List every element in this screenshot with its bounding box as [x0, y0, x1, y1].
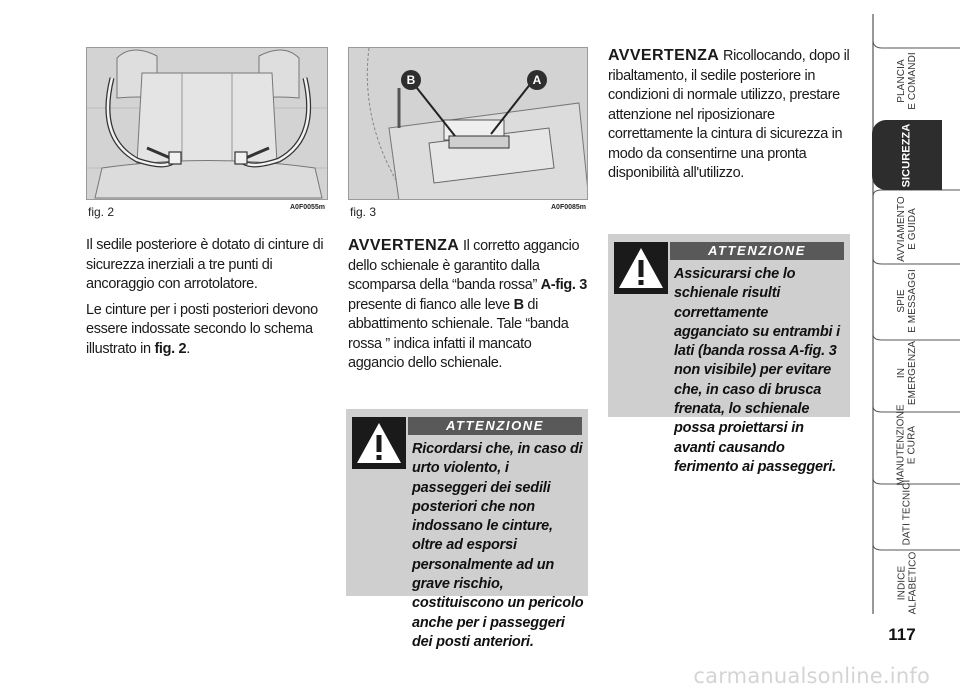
seatback-advisory [348, 236, 590, 380]
seat-belt-description: Il sedile posteriore è dotato di cinture di sicurezza inerziali a tre punti di ancoraggio con arrotolatore. [86, 237, 324, 292]
instructions-text: Le cinture per i posti posteriori devono essere indossate secondo lo schema illustrato in [86, 301, 318, 357]
tab-in-emergenza[interactable] [872, 340, 942, 406]
warning-box-passengers [346, 409, 588, 650]
tab-label: IN EMERGENZA [896, 340, 918, 406]
seat-belt-instructions [86, 301, 328, 360]
fig-3-reference: A-fig. 3 [540, 277, 587, 293]
tab-indice-alfabetico[interactable] [872, 552, 942, 614]
warning-body-text: Ricordarsi che, in caso di urto violento, i passeggeri dei sedili posteriori che non indossano le cinture, oltre ad esporsi personalmente ad un grave rischio, costituiscono un pericolo anche per i passeggeri dei posti anteriori. [412, 441, 584, 650]
tab-manutenzione-e-cura[interactable] [872, 404, 942, 486]
tab-sicurezza[interactable] [872, 120, 942, 190]
advisory-text-1: Il corretto aggancio dello schienale è garantito dalla scomparsa della “banda rossa” [348, 238, 580, 293]
warning-body-wrapper [614, 265, 846, 477]
lever-b-reference: B [513, 296, 524, 313]
figure-2-caption: fig. 2 [88, 205, 115, 219]
tab-label: SPIE E MESSAGGI [895, 269, 918, 333]
callout-b [401, 70, 421, 90]
warning-box-seatback [608, 234, 850, 475]
tab-label: PLANCIA E COMANDI [895, 52, 918, 110]
figure-2-rear-seat-belts [86, 47, 328, 200]
repositioning-advisory-paragraph [608, 46, 852, 184]
warning-body-wrapper [352, 440, 584, 652]
advisory-lead-2: AVVERTENZA [608, 47, 720, 64]
figure-3-caption: fig. 3 [350, 205, 377, 219]
tab-label: SICUREZZA [900, 123, 913, 187]
tab-dati-tecnici[interactable] [872, 479, 942, 545]
advisory-text-3: di abbattimento schienale. Tale “banda rossa ” indica infatti il mancato aggancio dello schienale. [348, 296, 569, 371]
repositioning-text: Ricollocando, dopo il ribaltamento, il sedile posteriore in condizioni di normale utilizzo, prestare attenzione nel riposizionare correttamente la cintura di sicurezza in modo da consentirne una pronta disponibilità all'utilizzo. [608, 48, 850, 181]
seat-belt-paragraphs [86, 236, 328, 365]
advisory-lead: AVVERTENZA [348, 237, 460, 254]
tab-label: MANUTENZIONE E CURA [896, 404, 919, 486]
figure-3-seatback-lever [348, 47, 588, 200]
figure-2-code: A0F0055m [290, 204, 326, 211]
repositioning-advisory [608, 46, 852, 190]
tab-plancia-e-comandi[interactable] [872, 48, 942, 114]
page-number: 117 [888, 625, 916, 644]
tab-spie-e-messaggi[interactable] [872, 268, 942, 334]
seatback-advisory-paragraph [348, 236, 590, 374]
advisory-text-2: presente di fianco alle leve [348, 296, 514, 313]
tab-avviamento-e-guida[interactable] [872, 196, 942, 262]
callout-b-label: B [406, 73, 416, 87]
tab-label: AVVIAMENTO E GUIDA [896, 196, 918, 262]
warning-title-band: ATTENZIONE [408, 417, 582, 435]
watermark: carmanualsonline.info [693, 664, 930, 688]
callout-a-label: A [532, 73, 542, 87]
fig-2-reference: fig. 2 [154, 340, 187, 357]
rear-seat-illustration [87, 48, 328, 200]
seatback-lever-illustration [349, 48, 588, 200]
tab-label: DATI TECNICI [901, 479, 913, 545]
instructions-end: . [186, 340, 190, 357]
tab-label: INDICE ALFABETICO [896, 551, 918, 615]
figure-3-code: A0F0085m [551, 204, 587, 211]
callout-a [527, 70, 547, 90]
warning-body-text: Assicurarsi che lo schienale risulti correttamente agganciato su entrambi i lati (banda rossa A-fig. 3 non visibile) per evitare che, in caso di brusca frenata, lo schienale possa proiettarsi in avanti causando ferimento ai passeggeri. [674, 266, 841, 475]
warning-title-band: ATTENZIONE [670, 242, 844, 260]
